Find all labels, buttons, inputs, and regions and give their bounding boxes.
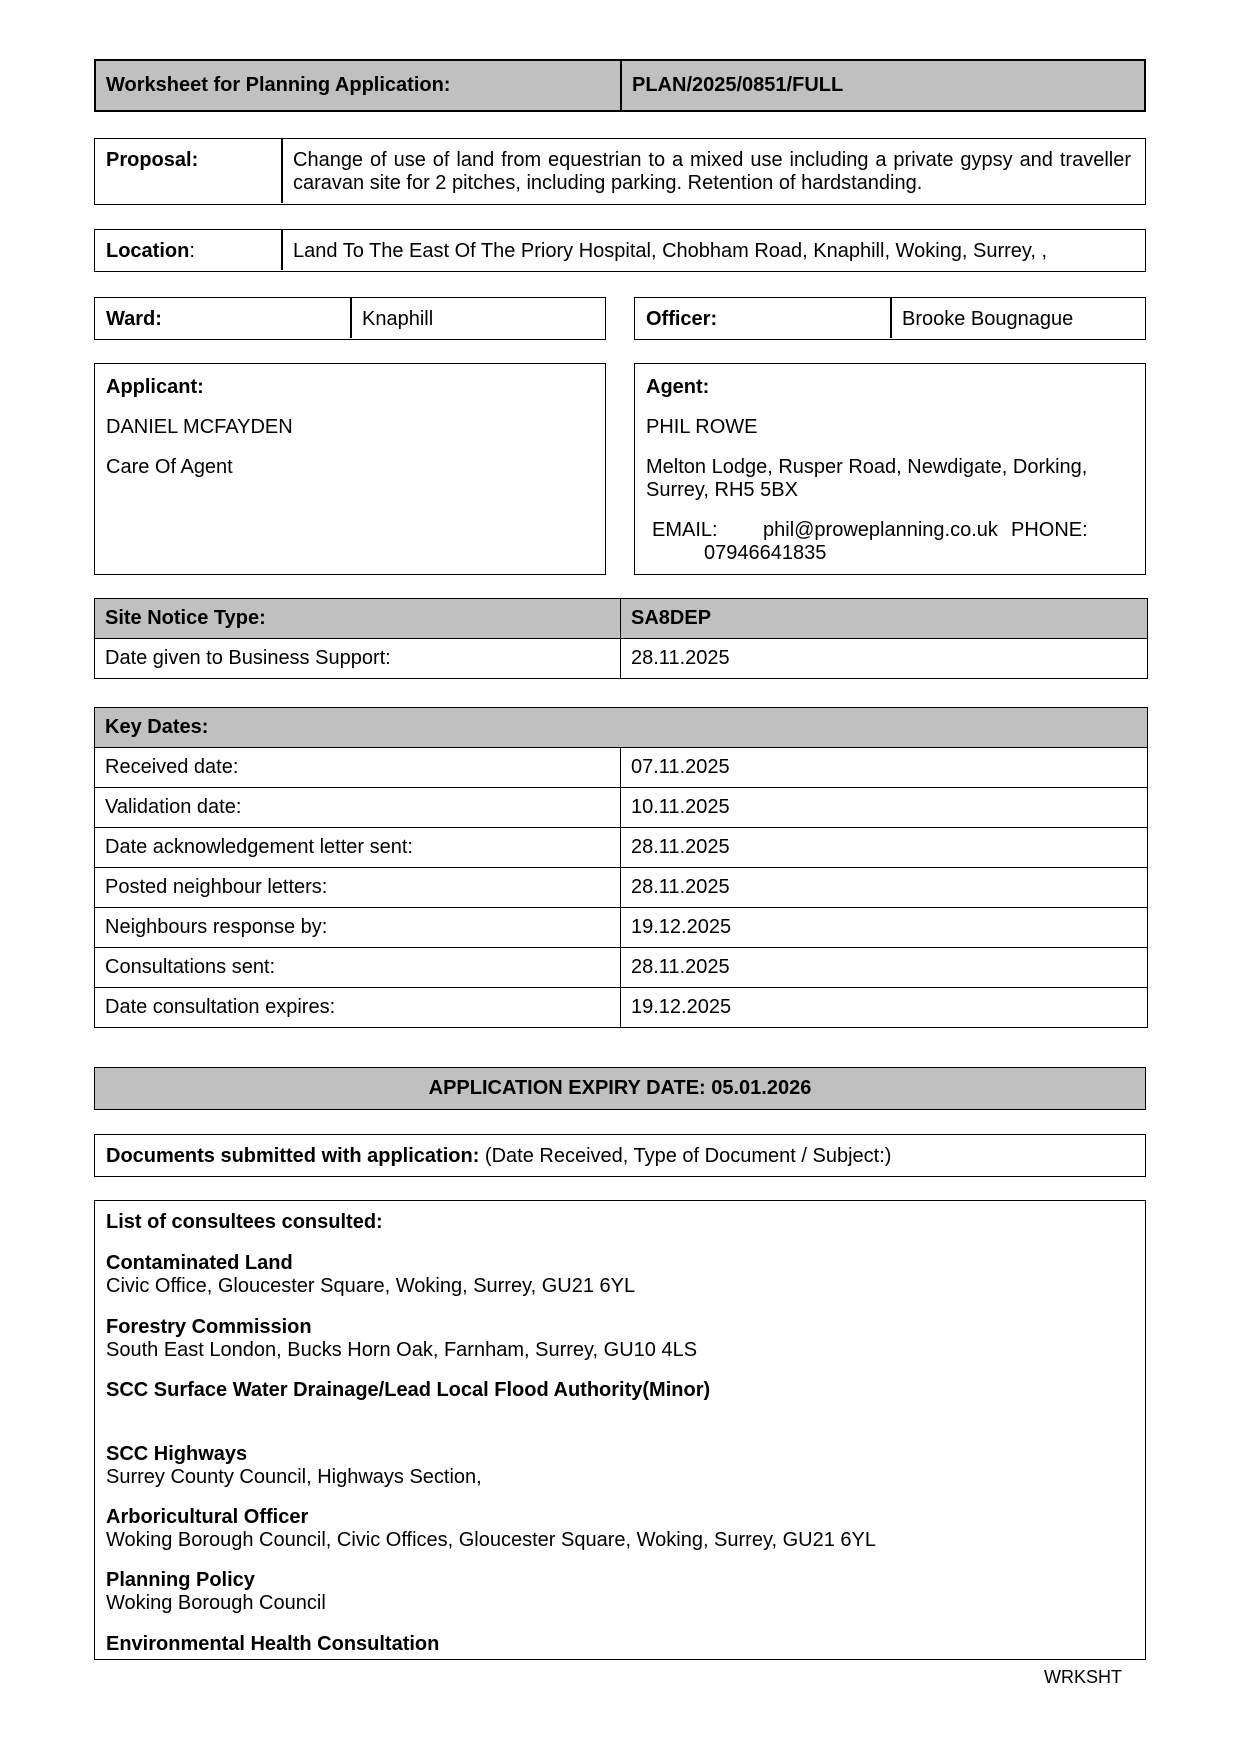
agent-address-line1: Melton Lodge, Rusper Road, Newdigate, Dorking, (646, 456, 1088, 478)
key-date-row (95, 788, 1148, 828)
worksheet-title: Worksheet for Planning Application: (96, 61, 622, 110)
key-date-row (95, 748, 1148, 788)
key-date-value: 10.11.2025 (621, 788, 1148, 828)
consultee-name: Arboricultural Officer (106, 1506, 309, 1528)
consultees-heading: List of consultees consulted: (106, 1211, 383, 1233)
officer-label: Officer: (646, 308, 718, 330)
consultee-address: Civic Office, Gloucester Square, Woking, Surrey, GU21 6YL (106, 1275, 636, 1297)
key-date-value: 28.11.2025 (621, 828, 1148, 868)
agent-address-line2: Surrey, RH5 5BX (646, 479, 798, 501)
consultee-address: Woking Borough Council, Civic Offices, Gloucester Square, Woking, Surrey, GU21 6YL (106, 1529, 876, 1551)
key-dates-table (94, 707, 1148, 1028)
ward-value: Knaphill (362, 308, 434, 330)
consultee-address: Surrey County Council, Highways Section, (106, 1466, 482, 1488)
site-notice-type-label: Site Notice Type: (95, 599, 621, 639)
key-date-row (95, 868, 1148, 908)
key-date-label: Received date: (95, 748, 621, 788)
key-date-value: 19.12.2025 (621, 908, 1148, 948)
agent-label: Agent: (646, 376, 710, 398)
location-text: Land To The East Of The Priory Hospital, Chobham Road, Knaphill, Woking, Surrey, , (293, 240, 1048, 262)
worksheet-header (94, 59, 1146, 112)
business-support-label: Date given to Business Support: (95, 639, 621, 679)
key-dates-heading: Key Dates: (95, 708, 1148, 748)
agent-name: PHIL ROWE (646, 416, 758, 438)
key-date-row (95, 948, 1148, 988)
consultee-address: South East London, Bucks Horn Oak, Farnham, Surrey, GU10 4LS (106, 1339, 698, 1361)
location-label-text: Location (106, 240, 190, 262)
agent-box (634, 363, 1146, 575)
consultee-name: SCC Highways (106, 1443, 248, 1465)
expiry-text: APPLICATION EXPIRY DATE: 05.01.2026 (428, 1077, 812, 1099)
key-date-value: 28.11.2025 (621, 948, 1148, 988)
proposal-text: Change of use of land from equestrian to a mixed use including a private gypsy and traveller caravan site for 2 pitches, including parking. Retention of hardstanding. (293, 149, 1131, 194)
key-date-label: Consultations sent: (95, 948, 621, 988)
business-support-row (95, 639, 1148, 679)
consultee-name: Environmental Health Consultation (106, 1633, 440, 1655)
officer-value: Brooke Bougnague (902, 308, 1074, 330)
key-date-label: Neighbours response by: (95, 908, 621, 948)
application-reference: PLAN/2025/0851/FULL (632, 74, 844, 96)
location-box (94, 229, 1146, 272)
applicant-name: DANIEL MCFAYDEN (106, 416, 293, 438)
officer-box (634, 297, 1146, 340)
documents-note: (Date Received, Type of Document / Subject:) (484, 1145, 892, 1167)
key-date-row (95, 988, 1148, 1028)
key-date-label: Posted neighbour letters: (95, 868, 621, 908)
site-notice-table (94, 598, 1148, 679)
ward-label: Ward: (106, 308, 162, 330)
expiry-banner (94, 1067, 1146, 1110)
key-date-row (95, 908, 1148, 948)
ward-box (94, 297, 606, 340)
agent-email-label: EMAIL: (652, 519, 718, 541)
agent-email: phil@proweplanning.co.uk (763, 519, 998, 541)
documents-line (106, 1145, 891, 1168)
consultee-name: Planning Policy (106, 1569, 255, 1591)
key-date-label: Date acknowledgement letter sent: (95, 828, 621, 868)
applicant-label: Applicant: (106, 376, 204, 398)
consultee-name: Forestry Commission (106, 1316, 312, 1338)
key-date-value: 28.11.2025 (621, 868, 1148, 908)
documents-box (94, 1134, 1146, 1177)
proposal-box (94, 138, 1146, 205)
proposal-label: Proposal: (106, 149, 199, 171)
consultees-box (94, 1200, 1146, 1660)
agent-phone-label: PHONE: (1011, 519, 1088, 541)
location-label (106, 240, 195, 263)
documents-label: Documents submitted with application: (106, 1145, 480, 1167)
key-date-value: 07.11.2025 (621, 748, 1148, 788)
consultee-name: SCC Surface Water Drainage/Lead Local Flood Authority(Minor) (106, 1379, 711, 1401)
business-support-value: 28.11.2025 (621, 639, 1148, 679)
key-dates-heading-row (95, 708, 1148, 748)
key-date-row (95, 828, 1148, 868)
applicant-box (94, 363, 606, 575)
site-notice-type-value: SA8DEP (621, 599, 1148, 639)
location-label-colon: : (189, 240, 195, 262)
key-date-value: 19.12.2025 (621, 988, 1148, 1028)
applicant-address: Care Of Agent (106, 456, 233, 478)
key-date-label: Date consultation expires: (95, 988, 621, 1028)
footer-code: WRKSHT (1044, 1667, 1122, 1687)
consultee-address: Woking Borough Council (106, 1592, 326, 1614)
key-date-label: Validation date: (95, 788, 621, 828)
site-notice-type-row (95, 599, 1148, 639)
agent-phone: 07946641835 (704, 542, 827, 564)
consultee-name: Contaminated Land (106, 1252, 293, 1274)
